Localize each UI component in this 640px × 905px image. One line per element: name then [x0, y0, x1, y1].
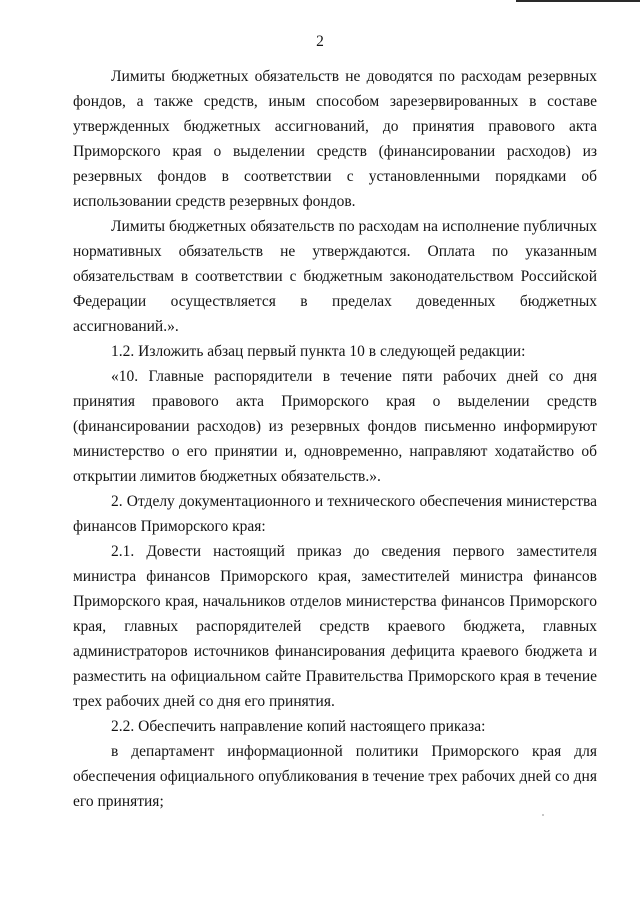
paragraph-item-2-1: 2.1. Довести настоящий приказ до сведения первого заместителя министра финансов Приморского края, заместителей министра финансов Приморского края, начальников отделов министерства финансов Приморского края, главных распорядителей средств краевого бюджета, главных администраторов источников финансирования дефицита краевого бюджета и разместить на официальном сайте Правительства Приморского края в течение трех рабочих дней со дня его принятия. [73, 543, 597, 710]
paragraph-department-publication: в департамент информационной политики Приморского края для обеспечения официального опубликования в течение трех рабочих дней со дня его принятия; [73, 743, 597, 810]
document-body [73, 64, 597, 814]
paragraph-item-2-2: 2.2. Обеспечить направление копий настоящего приказа: [111, 718, 486, 735]
paragraph-reserve-funds-limits: Лимиты бюджетных обязательств не доводятся по расходам резервных фондов, а также средств, иным способом зарезервированных в составе утвержденных бюджетных ассигнований, до принятия правового акта Приморского края о выделении средств (финансировании расходов) из резервных фондов в соответствии с установленными порядками об использовании средств резервных фондов. [73, 68, 597, 210]
paragraph-item-10-text: «10. Главные распорядители в течение пяти рабочих дней со дня принятия правового акта Приморского края о выделении средств (финансировании расходов) из резервных фондов письменно информируют министерство о его принятии и, одновременно, направляют ходатайство об открытии лимитов бюджетных обязательств.». [73, 368, 597, 485]
top-edge-line [516, 0, 640, 2]
paragraph-item-1-2: 1.2. Изложить абзац первый пункта 10 в следующей редакции: [111, 343, 526, 360]
scan-speck [542, 814, 544, 816]
paragraph-item-2: 2. Отделу документационного и технического обеспечения министерства финансов Приморского края: [73, 493, 597, 535]
paragraph-public-obligations-limits: Лимиты бюджетных обязательств по расходам на исполнение публичных нормативных обязательств не утверждаются. Оплата по указанным обязательствам в соответствии с бюджетным законодательством Российской Федерации осуществляется в пределах доведенных бюджетных ассигнований.». [73, 218, 597, 335]
page-number: 2 [316, 33, 324, 50]
